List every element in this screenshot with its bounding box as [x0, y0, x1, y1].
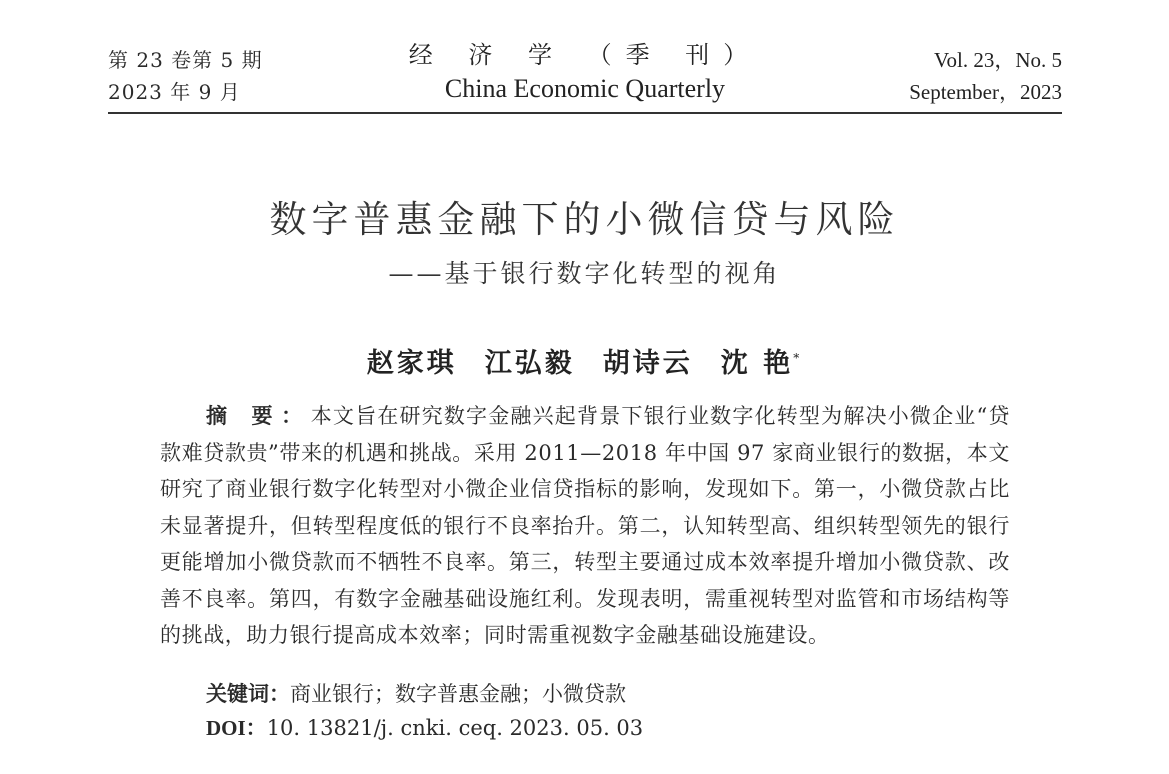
journal-name-cn: 经 济 学 （季 刊） [408, 41, 762, 69]
author-list [0, 338, 1169, 384]
author-name: 胡诗云 [602, 348, 693, 379]
doi-label: DOI： [206, 716, 267, 740]
article-title: 数字普惠金融下的小微信贷与风险 [269, 198, 900, 241]
publication-date-en: September，2023 [909, 80, 1062, 104]
volume-issue-cn: 第 23 卷第 5 期 [108, 48, 263, 72]
header-divider [108, 112, 1062, 114]
keywords-text: 商业银行；数字普惠金融；小微贷款 [290, 682, 626, 706]
author-name: 赵家琪 [366, 348, 457, 379]
author-name: 江弘毅 [484, 348, 575, 379]
keywords [206, 676, 626, 712]
doi [206, 710, 643, 746]
abstract [160, 398, 1010, 654]
journal-header [108, 38, 1062, 112]
volume-issue-en: Vol. 23，No. 5 [934, 48, 1062, 72]
abstract-text: 本文旨在研究数字金融兴起背景下银行业数字化转型为解决小微企业“贷款难贷款贵”带来的机遇和挑战。采用 2011—2018 年中国 97 家商业银行的数据，本文研究了商业银行数字化转型对小微企业信贷指标的影响，发现如下。第一，小微贷款占比未显著提升，但转型程度低的银行不良率抬升。第二，认知转型高、组织转型领先的银行更能增加小微贷款而不牺牲不良率。第三，转型主要通过成本效率提升增加小微贷款、改善不良率。第四，有数字金融基础设施红利。发现表明，需重视转型对监管和市场结构等的挑战，助力银行提高成本效率；同时需重视数字金融基础设施建设。 [160, 404, 1010, 647]
author-name: 沈 艳 [720, 348, 794, 379]
header-right [909, 44, 1062, 108]
abstract-label: 摘 要： [206, 403, 311, 428]
doi-text: 10. 13821/j. cnki. ceq. 2023. 05. 03 [266, 716, 644, 740]
keywords-label: 关键词： [206, 681, 290, 706]
article-subtitle: ——基于银行数字化转型的视角 [388, 259, 781, 288]
publication-date-cn: 2023 年 9 月 [108, 80, 241, 104]
journal-name-en: China Economic Quarterly [444, 74, 726, 103]
author-footnote-mark: * [793, 351, 803, 365]
